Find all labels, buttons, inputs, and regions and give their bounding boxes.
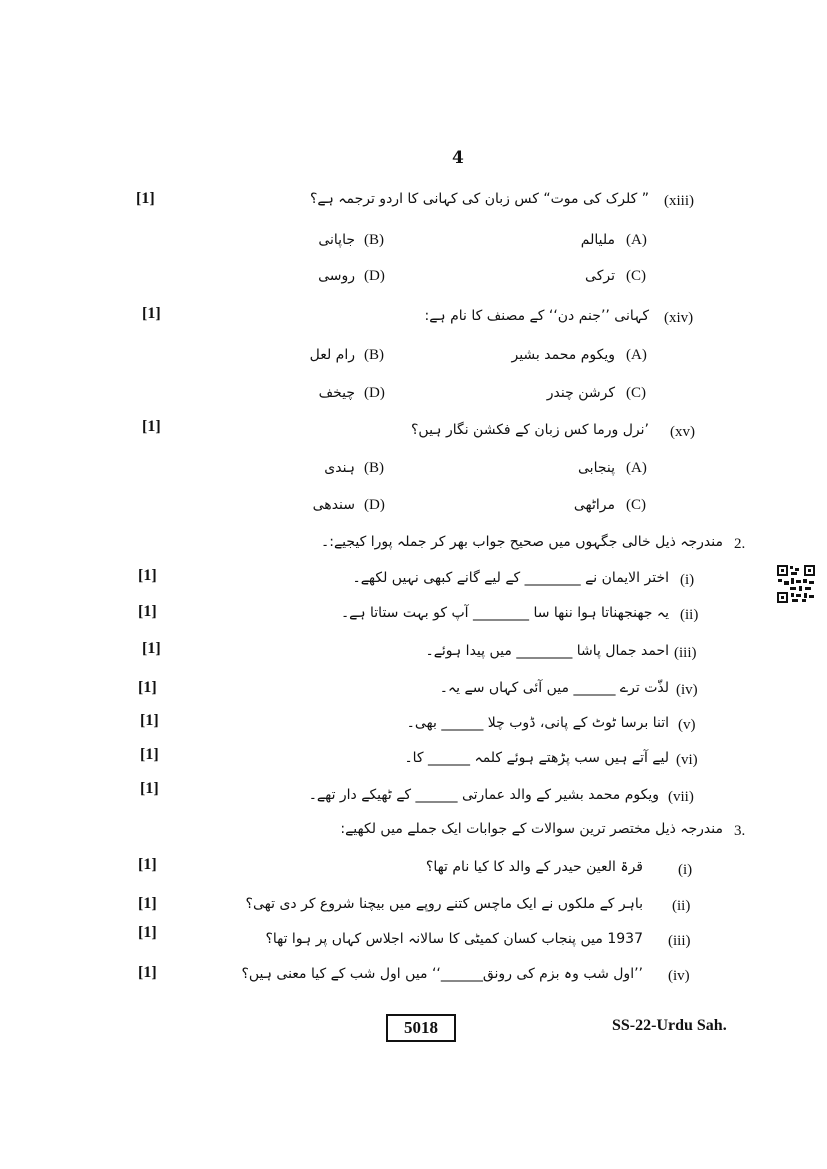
item-text: لذّت ترے ______ میں آئی کہاں سے یہ۔ xyxy=(439,680,669,696)
option-text: ترکی xyxy=(585,268,615,284)
item-number: (iii) xyxy=(674,645,697,661)
item-text: اختر الایمان نے ________ کے لیے گانے کبھی نہیں لکھے۔ xyxy=(352,570,669,586)
option-letter: (C) xyxy=(626,385,646,401)
item-text: باہر کے ملکوں نے ایک ماچس کتنے روپے میں بیچنا شروع کر دی تھی؟ xyxy=(245,896,643,912)
option-text: مراٹھی xyxy=(573,497,615,513)
mark: [1] xyxy=(138,964,157,981)
section-heading: مندرجہ ذیل خالی جگہوں میں صحیح جواب بھر کر جملہ پورا کیجیے:۔ xyxy=(321,534,723,550)
item-number: (v) xyxy=(678,717,696,733)
option-letter: (C) xyxy=(626,497,646,513)
option-letter: (A) xyxy=(626,460,647,476)
item-text: احمد جمال پاشا ________ میں پیدا ہوئے۔ xyxy=(425,643,669,659)
option-letter: (C) xyxy=(626,268,646,284)
option-text: ویکوم محمد بشیر xyxy=(511,347,615,363)
mark: [1] xyxy=(140,712,159,729)
mark: [1] xyxy=(136,190,155,207)
mark: [1] xyxy=(138,679,157,696)
item-text: لیے آتے ہیں سب پڑھتے ہوئے کلمہ ______ کا۔ xyxy=(404,750,669,766)
item-number: (iv) xyxy=(668,968,690,984)
paper-code: SS-22-Urdu Sah. xyxy=(612,1017,727,1034)
question-text: ’نرل ورما کس زبان کے فکشن نگار ہیں؟ xyxy=(410,422,649,438)
option-letter: (B) xyxy=(364,347,384,363)
qr-code xyxy=(776,564,816,604)
item-text: یہ جھنجھناتا ہوا ننھا سا ________ آپ کو بہت ستاتا ہے۔ xyxy=(340,605,669,621)
option-text: سندھی xyxy=(312,497,355,513)
option-text: رام لعل xyxy=(309,347,355,363)
mark: [1] xyxy=(142,640,161,657)
item-number: (i) xyxy=(680,572,695,588)
page-code-box: 5018 xyxy=(386,1014,456,1042)
mark: [1] xyxy=(138,567,157,584)
option-letter: (A) xyxy=(626,347,647,363)
page-number: 4 xyxy=(452,148,464,168)
item-text: اتنا برسا ٹوٹ کے پانی، ڈوب چلا ______ بھی۔ xyxy=(406,715,669,731)
option-letter: (A) xyxy=(626,232,647,248)
option-letter: (B) xyxy=(364,460,384,476)
item-text: ’’اول شب وہ بزم کی رونق______‘‘ میں اول شب کے کیا معنی ہیں؟ xyxy=(241,966,643,982)
item-text: ویکوم محمد بشیر کے والد عمارتی ______ کے ٹھیکے دار تھے۔ xyxy=(308,787,659,803)
mark: [1] xyxy=(138,895,157,912)
section-number: 2. xyxy=(734,536,746,552)
mark: [1] xyxy=(142,305,161,322)
question-number: (xv) xyxy=(670,424,695,440)
section-number: 3. xyxy=(734,823,746,839)
mark: [1] xyxy=(140,746,159,763)
option-letter: (B) xyxy=(364,232,384,248)
option-text: چیخف xyxy=(318,385,355,401)
section-heading: مندرجہ ذیل مختصر ترین سوالات کے جوابات ایک جملے میں لکھیے: xyxy=(340,821,723,837)
option-text: جاپانی xyxy=(318,232,355,248)
item-number: (ii) xyxy=(680,607,699,623)
option-text: ہندی xyxy=(324,460,355,476)
item-number: (iii) xyxy=(668,933,691,949)
item-text: 1937 میں پنجاب کسان کمیٹی کا سالانہ اجلاس کہاں پر ہوا تھا؟ xyxy=(265,931,643,947)
item-number: (vi) xyxy=(676,752,698,768)
question-text: کہانی ’’جنم دن‘‘ کے مصنف کا نام ہے: xyxy=(424,308,649,324)
option-letter: (D) xyxy=(364,497,385,513)
question-number: (xiv) xyxy=(664,310,694,326)
mark: [1] xyxy=(142,418,161,435)
option-text: پنجابی xyxy=(578,460,615,476)
item-text: قرۃ العین حیدر کے والد کا کیا نام تھا؟ xyxy=(425,859,643,875)
item-number: (i) xyxy=(678,862,693,878)
option-letter: (D) xyxy=(364,385,385,401)
item-number: (ii) xyxy=(672,898,691,914)
option-text: روسی xyxy=(318,268,355,284)
option-letter: (D) xyxy=(364,268,385,284)
question-number: (xiii) xyxy=(664,193,694,209)
mark: [1] xyxy=(138,603,157,620)
question-text: ” کلرک کی موت“ کس زبان کی کہانی کا اردو ترجمہ ہے؟ xyxy=(310,191,649,207)
mark: [1] xyxy=(138,856,157,873)
item-number: (iv) xyxy=(676,682,698,698)
mark: [1] xyxy=(140,780,159,797)
item-number: (vii) xyxy=(668,789,694,805)
mark: [1] xyxy=(138,924,157,941)
option-text: ملیالم xyxy=(580,232,615,248)
option-text: کرشن چندر xyxy=(546,385,615,401)
